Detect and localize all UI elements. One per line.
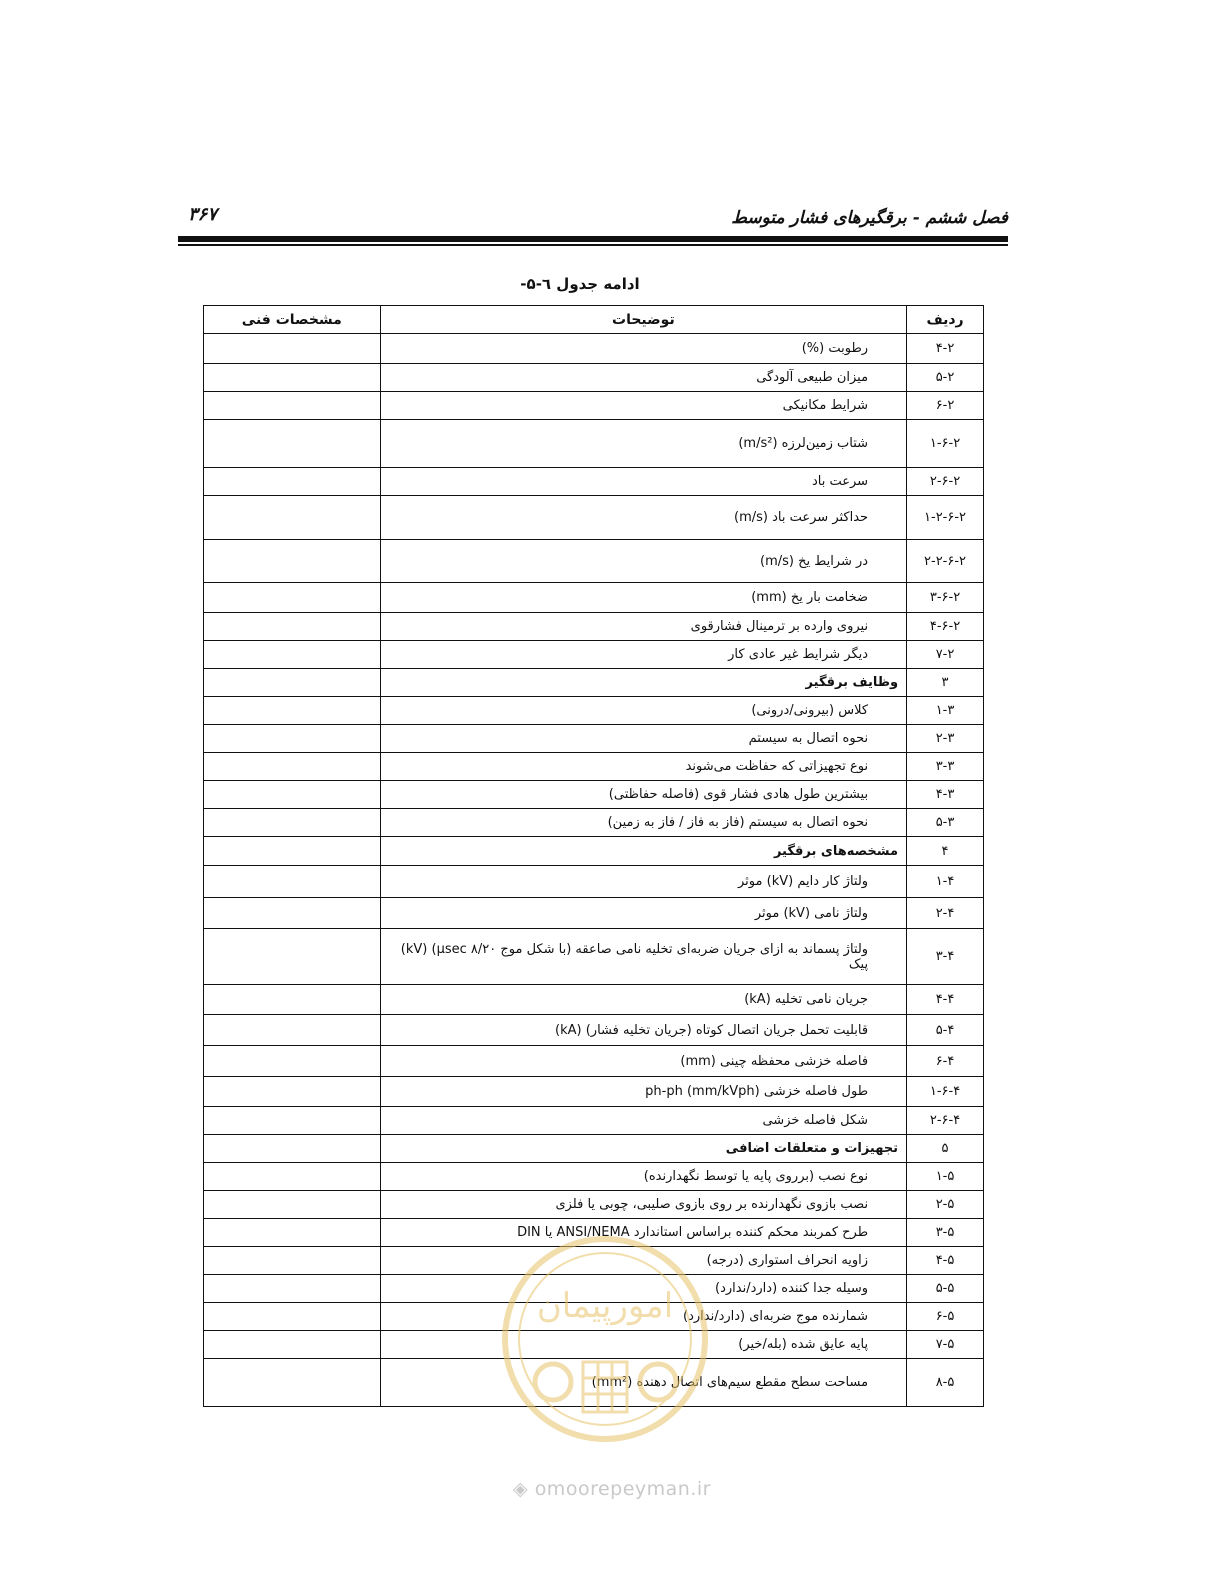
table-row	[204, 392, 984, 420]
row-technical-spec	[204, 583, 381, 613]
row-description-cell	[380, 1163, 906, 1191]
row-description: نحوه اتصال به سیستم	[748, 731, 869, 746]
table-row	[204, 697, 984, 725]
row-technical-spec	[204, 725, 381, 753]
row-description: شرایط مکانیکی	[782, 398, 869, 413]
row-description: جریان نامی تخلیه (kA)	[744, 992, 869, 1007]
row-number: ۴-۶-۲	[907, 613, 984, 641]
row-technical-spec	[204, 468, 381, 496]
row-description-cell	[380, 1077, 906, 1107]
row-description-cell	[380, 468, 906, 496]
row-description-cell	[380, 669, 906, 697]
row-number: ۲-۲-۶-۲	[907, 540, 984, 583]
row-technical-spec	[204, 1247, 381, 1275]
row-technical-spec	[204, 1077, 381, 1107]
row-number: ۵	[907, 1135, 984, 1163]
row-technical-spec	[204, 1135, 381, 1163]
row-number: ۶-۵	[907, 1303, 984, 1331]
row-description: ولتاژ کار دایم (kV) موثر	[738, 874, 869, 889]
row-description-cell	[380, 809, 906, 837]
row-description-cell	[380, 837, 906, 866]
table-caption: ادامه جدول ٦-۵-	[520, 275, 640, 293]
row-number: ۳	[907, 669, 984, 697]
row-description: نوع نصب (برروی پایه یا توسط نگهدارنده)	[643, 1169, 869, 1184]
page-number: ۳۶۷	[188, 204, 218, 225]
row-number: ۱-۵	[907, 1163, 984, 1191]
table-row	[204, 753, 984, 781]
row-technical-spec	[204, 866, 381, 898]
building-icon	[583, 1362, 627, 1412]
row-number: ۱-۶-۴	[907, 1077, 984, 1107]
watermark-url	[512, 1478, 712, 1500]
row-description: شکل فاصله خزشی	[762, 1113, 869, 1128]
row-number: ۱-۳	[907, 697, 984, 725]
watermark-seal	[498, 1232, 712, 1446]
row-technical-spec	[204, 669, 381, 697]
row-description: طرح کمربند محکم کننده براساس استاندارد ANSI/NEMA یا DIN	[517, 1225, 869, 1240]
row-description: تجهیزات و متعلقات اضافی	[725, 1141, 899, 1156]
row-technical-spec	[204, 697, 381, 725]
row-number: ۴-۳	[907, 781, 984, 809]
row-technical-spec	[204, 1303, 381, 1331]
row-description-cell	[380, 392, 906, 420]
row-number: ۵-۳	[907, 809, 984, 837]
row-technical-spec	[204, 1191, 381, 1219]
row-number: ۴-۵	[907, 1247, 984, 1275]
row-technical-spec	[204, 753, 381, 781]
table-row	[204, 496, 984, 540]
row-technical-spec	[204, 1359, 381, 1407]
row-technical-spec	[204, 420, 381, 468]
table-row	[204, 1107, 984, 1135]
row-number: ۳-۴	[907, 929, 984, 985]
row-technical-spec	[204, 837, 381, 866]
row-technical-spec	[204, 985, 381, 1015]
watermark-url-text: omoorepeyman.ir	[534, 1478, 711, 1500]
row-description-cell	[380, 697, 906, 725]
table-row	[204, 364, 984, 392]
row-description: میزان طبیعی آلودگی	[756, 370, 869, 385]
row-description-cell	[380, 1046, 906, 1077]
table-row	[204, 1135, 984, 1163]
row-number: ۳-۳	[907, 753, 984, 781]
table-row	[204, 1015, 984, 1046]
row-description-cell	[380, 1191, 906, 1219]
row-description: قابلیت تحمل جریان اتصال کوتاه (جریان تخلیه فشار) (kA)	[555, 1022, 869, 1038]
row-description: پایه عایق شده (بله/خیر)	[738, 1337, 869, 1352]
table-row	[204, 781, 984, 809]
row-number: ۶-۲	[907, 392, 984, 420]
row-description: سرعت باد	[811, 474, 869, 489]
table-row	[204, 420, 984, 468]
row-description: بیشترین طول هادی فشار قوی (فاصله حفاظتی)	[608, 787, 869, 802]
row-description-cell	[380, 1015, 906, 1046]
row-description: در شرایط یخ (m/s)	[759, 553, 869, 569]
row-technical-spec	[204, 781, 381, 809]
table-row	[204, 866, 984, 898]
row-description-cell	[380, 1107, 906, 1135]
row-number: ۴-۲	[907, 334, 984, 364]
table-row	[204, 613, 984, 641]
table-row	[204, 809, 984, 837]
row-description-cell	[380, 334, 906, 364]
row-description: فاصله خزشی محفظه چینی (mm)	[680, 1053, 869, 1069]
row-description: وظایف برقگیر	[805, 675, 899, 690]
row-description: مشخصه‌های برقگیر	[773, 843, 899, 859]
row-number: ۵-۴	[907, 1015, 984, 1046]
row-description: دیگر شرایط غیر عادی کار	[728, 647, 869, 662]
header-rule-thick	[178, 236, 1008, 242]
table-row	[204, 669, 984, 697]
table-row	[204, 540, 984, 583]
row-number: ۲-۶-۴	[907, 1107, 984, 1135]
table-row	[204, 725, 984, 753]
row-description-cell	[380, 929, 906, 985]
row-description: کلاس (بیرونی/درونی)	[751, 703, 869, 718]
row-number: ۶-۴	[907, 1046, 984, 1077]
row-number: ۷-۵	[907, 1331, 984, 1359]
row-description: نصب بازوی نگهدارنده بر روی بازوی صلیبی، چوبی یا فلزی	[555, 1197, 869, 1212]
row-technical-spec	[204, 1275, 381, 1303]
row-technical-spec	[204, 613, 381, 641]
row-technical-spec	[204, 1015, 381, 1046]
row-description: حداکثر سرعت باد (m/s)	[733, 510, 869, 525]
row-number: ۵-۵	[907, 1275, 984, 1303]
row-number: ۲-۴	[907, 898, 984, 929]
column-header-row-id: ردیف	[907, 306, 984, 334]
row-description-cell	[380, 866, 906, 898]
row-number: ۵-۲	[907, 364, 984, 392]
row-description: شمارنده موج ضربه‌ای (دارد/ندارد)	[683, 1309, 869, 1324]
row-number: ۲-۳	[907, 725, 984, 753]
row-description: نوع تجهیزاتی که حفاظت می‌شوند	[685, 759, 869, 774]
row-technical-spec	[204, 1163, 381, 1191]
row-description: مساحت سطح مقطع سیم‌های اتصال دهنده (mm²)	[591, 1375, 869, 1390]
row-technical-spec	[204, 364, 381, 392]
row-number: ۴-۴	[907, 985, 984, 1015]
table-row	[204, 1191, 984, 1219]
column-header-technical-specs: مشخصات فنی	[204, 306, 381, 334]
row-description: نحوه اتصال به سیستم (فاز به فاز / فاز به زمین)	[607, 815, 869, 830]
row-description-cell	[380, 753, 906, 781]
table-row	[204, 898, 984, 929]
row-number: ۱-۶-۲	[907, 420, 984, 468]
row-technical-spec	[204, 1107, 381, 1135]
column-header-description: توضیحات	[380, 306, 906, 334]
row-description: طول فاصله خزشی ph-ph (mm/kVph)	[645, 1084, 869, 1099]
row-description-cell	[380, 725, 906, 753]
row-number: ۲-۶-۲	[907, 468, 984, 496]
row-technical-spec	[204, 929, 381, 985]
row-description: نیروی وارده بر ترمینال فشارقوی	[690, 619, 869, 634]
table-row	[204, 334, 984, 364]
row-description-cell	[380, 641, 906, 669]
table-row	[204, 1163, 984, 1191]
row-description-cell	[380, 496, 906, 540]
globe-icon: ◈	[513, 1478, 529, 1500]
row-description: ولتاژ پسماند به ازای جریان ضربه‌ای تخلیه نامی صاعقه (با شکل موج ۸/۲۰ μsec) (kV) پیک	[400, 941, 869, 972]
row-description: وسیله جدا کننده (دارد/ندارد)	[715, 1281, 869, 1296]
table-row	[204, 985, 984, 1015]
row-technical-spec	[204, 1219, 381, 1247]
row-technical-spec	[204, 392, 381, 420]
table-row	[204, 583, 984, 613]
row-technical-spec	[204, 641, 381, 669]
row-description-cell	[380, 420, 906, 468]
row-description-cell	[380, 613, 906, 641]
row-technical-spec	[204, 1046, 381, 1077]
page-header	[178, 200, 1008, 248]
row-technical-spec	[204, 496, 381, 540]
header-rule-thin	[178, 244, 1008, 246]
table-row	[204, 929, 984, 985]
table-row	[204, 837, 984, 866]
table-row	[204, 468, 984, 496]
row-description: شتاب زمین‌لرزه (m/s²)	[738, 436, 869, 451]
row-description-cell	[380, 985, 906, 1015]
row-number: ۸-۵	[907, 1359, 984, 1407]
row-description: ضخامت بار یخ (mm)	[751, 590, 869, 605]
table-row	[204, 1046, 984, 1077]
row-technical-spec	[204, 898, 381, 929]
watermark-seal-text: امورپیمان	[536, 1286, 674, 1326]
row-technical-spec	[204, 1331, 381, 1359]
row-number: ۳-۵	[907, 1219, 984, 1247]
table-row	[204, 641, 984, 669]
table-header-row	[204, 306, 984, 334]
row-description: رطوبت (%)	[801, 341, 869, 356]
row-number: ۴	[907, 837, 984, 866]
row-description-cell	[380, 364, 906, 392]
table-row	[204, 1077, 984, 1107]
chapter-title: فصل ششم - برقگیرهای فشار متوسط	[731, 208, 1008, 228]
row-technical-spec	[204, 540, 381, 583]
row-description: ولتاژ نامی (kV) موثر	[754, 905, 869, 921]
row-description: زاویه انحراف استواری (درجه)	[706, 1253, 869, 1268]
row-description-cell	[380, 540, 906, 583]
row-number: ۳-۶-۲	[907, 583, 984, 613]
row-description-cell	[380, 1135, 906, 1163]
row-number: ۱-۲-۶-۲	[907, 496, 984, 540]
row-technical-spec	[204, 809, 381, 837]
row-number: ۱-۴	[907, 866, 984, 898]
row-number: ۲-۵	[907, 1191, 984, 1219]
row-description-cell	[380, 781, 906, 809]
row-description-cell	[380, 898, 906, 929]
row-description-cell	[380, 583, 906, 613]
row-technical-spec	[204, 334, 381, 364]
row-number: ۷-۲	[907, 641, 984, 669]
